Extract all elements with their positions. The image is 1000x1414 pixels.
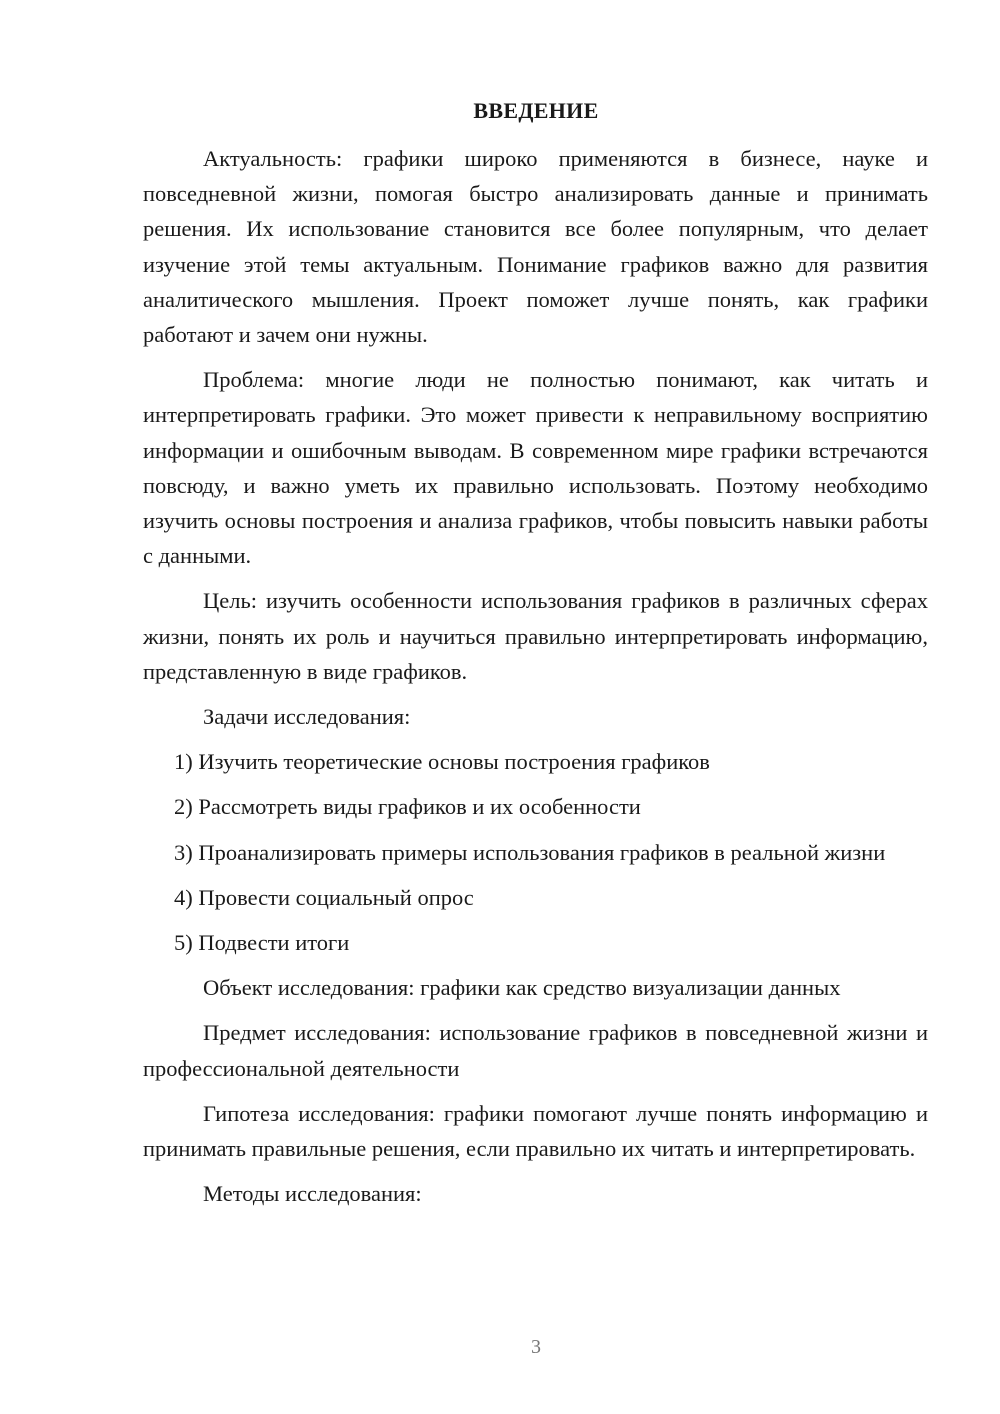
task-item-3: 3) Проанализировать примеры использования графиков в реальной жизни <box>174 839 886 865</box>
problem-paragraph: Проблема: многие люди не полностью понимают, как читать и интерпретировать графики. Это может привести к неправильному восприятию информации и ошибочным выводам. В современном мире графики встречаются повсюду, и важно уметь их правильно использовать. Поэтому необходимо изучить основы построения и анализа графиков, чтобы повысить навыки работы с данными. <box>143 367 928 569</box>
page-heading: ВВЕДЕНИЕ <box>473 98 599 123</box>
relevance-paragraph: Актуальность: графики широко применяются в бизнесе, науке и повседневной жизни, помогая быстро анализировать данные и принимать решения. Их использование становится все более популярным, что делает изучение этой темы актуальным. Понимание графиков важно для развития аналитического мышления. Проект поможет лучше понять, как графики работают и зачем они нужны. <box>143 146 928 348</box>
task-item-1: 1) Изучить теоретические основы построения графиков <box>174 749 710 775</box>
body-text <box>143 141 928 1211</box>
methods-title: Методы исследования: <box>203 1181 422 1207</box>
page-number: 3 <box>531 1336 541 1358</box>
task-item-2: 2) Рассмотреть виды графиков и их особенности <box>174 794 641 820</box>
tasks-title: Задачи исследования: <box>203 704 411 730</box>
goal-paragraph: Цель: изучить особенности использования графиков в различных сферах жизни, понять их роль и научиться правильно интерпретировать информацию, представленную в виде графиков. <box>143 588 928 684</box>
task-item-5: 5) Подвести итоги <box>174 930 350 956</box>
task-item-4: 4) Провести социальный опрос <box>174 884 474 910</box>
hypothesis-paragraph: Гипотеза исследования: графики помогают лучше понять информацию и принимать правильные решения, если правильно их читать и интерпретировать. <box>143 1100 928 1162</box>
object-paragraph: Объект исследования: графики как средство визуализации данных <box>203 975 841 1001</box>
subject-paragraph: Предмет исследования: использование графиков в повседневной жизни и профессиональной деятельности <box>143 1020 928 1081</box>
